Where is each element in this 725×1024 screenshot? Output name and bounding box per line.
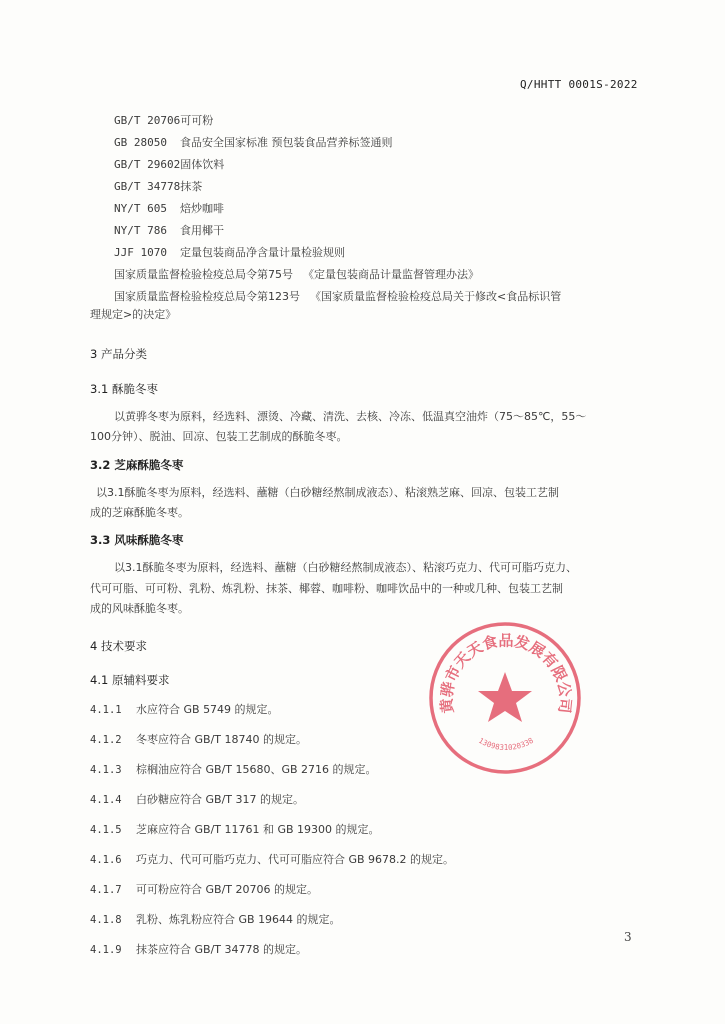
requirement-item: 4.1.4 白砂糖应符合 GB/T 317 的规定。 — [90, 793, 304, 806]
requirement-item: 4.1.1 水应符合 GB 5749 的规定。 — [90, 703, 279, 716]
page-number: 3 — [624, 930, 632, 944]
reference-item: GB/T 34778抹茶 — [114, 180, 203, 193]
reference-item: GB 28050 食品安全国家标准 预包装食品营养标签通则 — [114, 136, 393, 149]
seal-company-name: 黄骅市天天食品发展有限公司 — [437, 631, 575, 715]
requirement-item: 4.1.5 芝麻应符合 GB/T 11761 和 GB 19300 的规定。 — [90, 823, 380, 836]
requirement-item: 4.1.6 巧克力、代可可脂巧克力、代可可脂应符合 GB 9678.2 的规定。 — [90, 853, 455, 866]
reference-item: 国家质量监督检验检疫总局令第123号 《国家质量监督检验检疫总局关于修改<食品标识管 — [114, 290, 562, 303]
paragraph-line: 以黄骅冬枣为原料，经选料、漂烫、冷藏、清洗、去核、冷冻、低温真空油炸（75～85℃，55～ — [114, 410, 587, 423]
reference-item: 国家质量监督检验检疫总局令第75号 《定量包装商品计量监督管理办法》 — [114, 268, 479, 281]
paragraph-line: 以3.1酥脆冬枣为原料，经选料、蘸糖（白砂糖经熬制成液态）、粘滚巧克力、代可可脂巧克力、 — [114, 561, 577, 574]
reference-item: GB/T 20706可可粉 — [114, 114, 214, 127]
section-3-2-heading: 3.2 芝麻酥脆冬枣 — [90, 458, 184, 472]
reference-continuation: 理规定>的决定》 — [90, 308, 177, 321]
star-icon — [478, 672, 532, 722]
section-4-heading: 4 技术要求 — [90, 639, 147, 653]
reference-item: NY/T 605 焙炒咖啡 — [114, 202, 224, 215]
reference-item: JJF 1070 定量包装商品净含量计量检验规则 — [114, 246, 345, 259]
paragraph-line: 成的风味酥脆冬枣。 — [90, 602, 189, 615]
company-seal — [425, 618, 585, 778]
paragraph-line: 100分钟）、脱油、回凉、包装工艺制成的酥脆冬枣。 — [90, 430, 348, 443]
section-3-1-heading: 3.1 酥脆冬枣 — [90, 382, 158, 396]
standard-code: Q/HHTT 0001S-2022 — [520, 78, 638, 91]
requirement-item: 4.1.8 乳粉、炼乳粉应符合 GB 19644 的规定。 — [90, 913, 341, 926]
requirement-item: 4.1.7 可可粉应符合 GB/T 20706 的规定。 — [90, 883, 318, 896]
paragraph-line: 成的芝麻酥脆冬枣。 — [90, 506, 189, 519]
seal-number: 1309831020338 — [477, 735, 535, 753]
section-3-3-heading: 3.3 风味酥脆冬枣 — [90, 533, 184, 547]
section-4-1-heading: 4.1 原辅料要求 — [90, 673, 170, 687]
reference-item: NY/T 786 食用椰干 — [114, 224, 224, 237]
requirement-item: 4.1.9 抹茶应符合 GB/T 34778 的规定。 — [90, 943, 307, 956]
section-3-heading: 3 产品分类 — [90, 347, 147, 361]
paragraph-line: 以3.1酥脆冬枣为原料，经选料、蘸糖（白砂糖经熬制成液态）、粘滚熟芝麻、回凉、包装工艺制 — [96, 486, 559, 499]
reference-item: GB/T 29602固体饮料 — [114, 158, 225, 171]
requirement-item: 4.1.2 冬枣应符合 GB/T 18740 的规定。 — [90, 733, 307, 746]
requirement-item: 4.1.3 棕榈油应符合 GB/T 15680、GB 2716 的规定。 — [90, 763, 377, 776]
paragraph-line: 代可可脂、可可粉、乳粉、炼乳粉、抹茶、椰蓉、咖啡粉、咖啡饮品中的一种或几种、包装工艺制 — [90, 582, 563, 595]
